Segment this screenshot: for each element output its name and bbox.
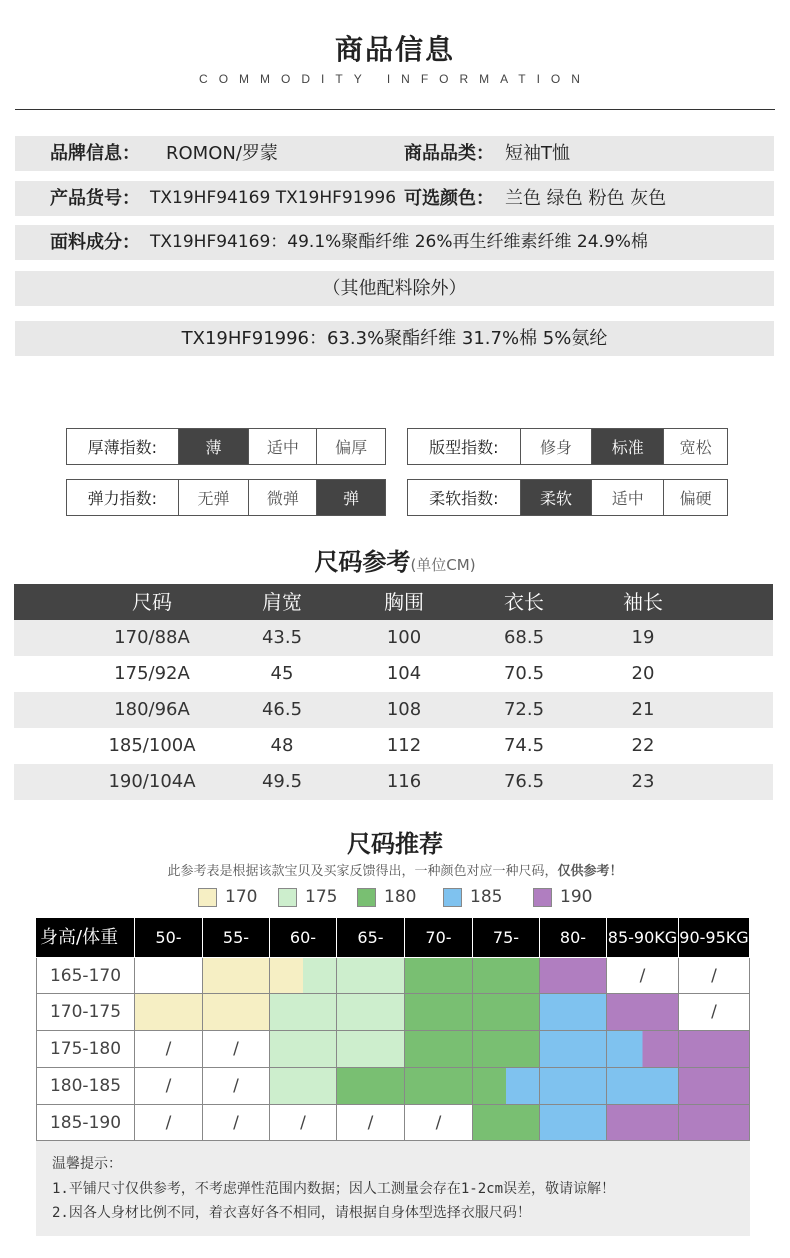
grid-cell-na: / <box>679 994 750 1031</box>
legend-label: 180 <box>384 887 417 907</box>
grid-cell-split <box>607 1031 679 1068</box>
legend-swatch <box>198 888 217 907</box>
height-label: 170-175 <box>36 994 135 1031</box>
size-cell: 76.5 <box>503 771 545 792</box>
grid-cell <box>607 1105 679 1141</box>
index-option: 偏厚 <box>316 429 385 464</box>
weight-header: 70- <box>405 918 473 958</box>
legend-label: 190 <box>560 887 593 907</box>
index-option: 微弹 <box>248 480 316 515</box>
fabric-note: （其他配料除外） <box>322 278 467 299</box>
weight-header: 50- <box>135 918 203 958</box>
info-row-fabric2 <box>15 321 774 356</box>
fabric-value-2: TX19HF91996：63.3%聚酯纤维 31.7%棉 5%氨纶 <box>181 328 608 349</box>
color-value: 兰色 绿色 粉色 灰色 <box>505 188 667 209</box>
size-table-row <box>14 764 773 800</box>
legend-item <box>278 886 337 908</box>
legend-swatch <box>443 888 462 907</box>
size-cell: 116 <box>386 771 422 792</box>
grid-cell <box>679 1105 750 1141</box>
height-label: 180-185 <box>36 1068 135 1105</box>
grid-cell <box>203 958 270 994</box>
size-cell: 100 <box>386 627 422 648</box>
tips-line-1: 1.平铺尺寸仅供参考，不考虑弹性范围内数据；因人工测量会存在1-2cm误差，敬请谅解！ <box>52 1181 615 1197</box>
index-option: 标准 <box>591 429 663 464</box>
legend-item <box>198 886 257 908</box>
size-cell: 74.5 <box>503 735 545 756</box>
size-cell: 72.5 <box>503 699 545 720</box>
size-cell: 112 <box>386 735 422 756</box>
fit-index <box>407 428 728 465</box>
recommend-grid <box>36 918 750 1141</box>
recommend-subtitle-text: 此参考表是根据该款宝贝及买家反馈得出，一种颜色对应一种尺码， <box>167 864 558 879</box>
grid-cell <box>337 958 405 994</box>
category-value: 短袖T恤 <box>505 143 570 164</box>
grid-cell <box>135 958 203 994</box>
weight-header: 55- <box>203 918 270 958</box>
info-row-brand <box>15 136 774 171</box>
legend-swatch <box>533 888 552 907</box>
recommend-title: 尺码推荐 <box>347 830 443 858</box>
fabric-value: TX19HF94169：49.1%聚酯纤维 26%再生纤维素纤维 24.9%棉 <box>150 232 648 252</box>
grid-cell <box>679 1031 750 1068</box>
grid-cell <box>473 1031 540 1068</box>
info-row-note <box>15 271 774 306</box>
size-cell: 胸围 <box>384 590 424 614</box>
tips-line-2: 2.因各人身材比例不同，着衣喜好各不相同，请根据自身体型选择衣服尺码！ <box>52 1205 531 1221</box>
size-cell: 70.5 <box>503 663 545 684</box>
grid-cell-na: / <box>203 1068 270 1105</box>
weight-header: 65- <box>337 918 405 958</box>
legend-label: 185 <box>470 887 503 907</box>
grid-cell <box>337 1031 405 1068</box>
legend-label: 175 <box>305 887 338 907</box>
grid-cell <box>405 994 473 1031</box>
softness-index <box>407 479 728 516</box>
size-cell: 尺码 <box>132 590 172 614</box>
index-label: 版型指数: <box>429 438 499 457</box>
grid-cell-na: / <box>270 1105 337 1141</box>
size-cell: 21 <box>631 699 655 720</box>
size-cell: 20 <box>631 663 655 684</box>
grid-cell-na: / <box>135 1068 203 1105</box>
index-option: 薄 <box>178 429 249 464</box>
category-label: 商品品类： <box>404 143 494 164</box>
sku-label: 产品货号： <box>50 188 140 209</box>
page-subtitle: COMMODITY INFORMATION <box>199 72 591 86</box>
brand-label: 品牌信息： <box>50 143 140 164</box>
size-cell: 19 <box>631 627 655 648</box>
size-cell: 48 <box>270 735 294 756</box>
legend-swatch <box>278 888 297 907</box>
grid-cell <box>203 994 270 1031</box>
size-cell: 23 <box>631 771 655 792</box>
legend-label: 170 <box>225 887 258 907</box>
grid-cell <box>607 994 679 1031</box>
page-title: 商品信息 <box>334 33 455 66</box>
size-ref-title-wrap <box>0 542 790 577</box>
height-label: 185-190 <box>36 1105 135 1141</box>
weight-header: 60- <box>270 918 337 958</box>
size-cell: 170/88A <box>114 627 190 648</box>
index-option: 适中 <box>248 429 316 464</box>
size-cell: 衣长 <box>504 590 544 614</box>
size-cell: 180/96A <box>114 699 190 720</box>
size-ref-unit: (单位CM) <box>410 556 476 574</box>
index-option: 宽松 <box>663 429 727 464</box>
grid-cell <box>540 1105 607 1141</box>
index-option: 偏硬 <box>663 480 727 515</box>
grid-cell <box>405 1068 473 1105</box>
size-cell: 43.5 <box>261 627 303 648</box>
size-cell: 108 <box>386 699 422 720</box>
index-label: 厚薄指数: <box>87 438 158 457</box>
grid-cell-na: / <box>203 1031 270 1068</box>
info-row-fabric <box>15 225 774 260</box>
grid-cell <box>679 1068 750 1105</box>
index-option: 修身 <box>520 429 592 464</box>
size-table-row <box>14 692 773 728</box>
grid-cell-na: / <box>679 958 750 994</box>
grid-cell <box>337 1068 405 1105</box>
grid-cell-na: / <box>405 1105 473 1141</box>
divider <box>15 109 775 110</box>
index-option: 适中 <box>591 480 663 515</box>
weight-header: 75- <box>473 918 540 958</box>
size-table-row <box>14 656 773 692</box>
grid-cell <box>540 994 607 1031</box>
size-cell: 22 <box>631 735 655 756</box>
size-cell: 175/92A <box>114 663 190 684</box>
height-label: 165-170 <box>36 958 135 994</box>
recommend-subtitle-bold: 仅供参考！ <box>557 864 623 879</box>
weight-header: 80- <box>540 918 607 958</box>
elasticity-index <box>66 479 386 516</box>
grid-cell-split <box>270 958 337 994</box>
weight-header: 85-90KG <box>607 918 679 958</box>
index-label: 柔软指数: <box>429 489 499 508</box>
brand-value: ROMON/罗蒙 <box>166 143 278 164</box>
size-ref-title: 尺码参考 <box>314 548 411 576</box>
grid-cell <box>405 1031 473 1068</box>
size-table-row <box>14 728 773 764</box>
fabric-label: 面料成分： <box>50 232 140 253</box>
size-cell: 104 <box>386 663 422 684</box>
grid-cell <box>540 958 607 994</box>
grid-cell <box>270 1068 337 1105</box>
index-option: 无弹 <box>178 480 249 515</box>
size-cell: 49.5 <box>261 771 303 792</box>
grid-cell <box>607 1068 679 1105</box>
grid-cell <box>337 994 405 1031</box>
size-cell: 肩宽 <box>262 590 302 614</box>
size-cell: 185/100A <box>108 735 196 756</box>
grid-cell-na: / <box>135 1105 203 1141</box>
size-table-row <box>14 620 773 656</box>
index-label: 弹力指数: <box>87 489 158 508</box>
grid-cell-na: / <box>607 958 679 994</box>
grid-cell <box>473 994 540 1031</box>
grid-cell-na: / <box>135 1031 203 1068</box>
legend-swatch <box>357 888 376 907</box>
info-row-sku <box>15 181 774 216</box>
tips-box <box>36 1141 750 1236</box>
grid-corner-header: 身高/体重 <box>36 918 135 958</box>
color-label: 可选颜色： <box>404 188 494 209</box>
size-cell: 68.5 <box>503 627 545 648</box>
index-option: 弹 <box>316 480 385 515</box>
size-cell: 46.5 <box>261 699 303 720</box>
height-label: 175-180 <box>36 1031 135 1068</box>
grid-cell <box>270 1031 337 1068</box>
index-option: 柔软 <box>520 480 592 515</box>
size-table-header <box>14 584 773 620</box>
grid-cell <box>540 1031 607 1068</box>
size-legend <box>0 886 790 908</box>
legend-item <box>533 886 592 908</box>
legend-item <box>357 886 416 908</box>
tips-title: 温馨提示： <box>52 1156 122 1172</box>
grid-cell-na: / <box>337 1105 405 1141</box>
recommend-subtitle <box>0 860 790 879</box>
size-reference-table <box>14 584 773 800</box>
size-cell: 190/104A <box>108 771 196 792</box>
grid-cell <box>270 994 337 1031</box>
grid-cell <box>473 1105 540 1141</box>
sku-value: TX19HF94169 TX19HF91996 <box>150 188 397 208</box>
grid-cell <box>473 958 540 994</box>
size-cell: 袖长 <box>623 590 663 614</box>
weight-header: 90-95KG <box>679 918 750 958</box>
thickness-index <box>66 428 386 465</box>
size-cell: 45 <box>270 663 294 684</box>
grid-cell <box>135 994 203 1031</box>
grid-cell <box>405 958 473 994</box>
grid-cell-na: / <box>203 1105 270 1141</box>
grid-cell-split <box>473 1068 540 1105</box>
legend-item <box>443 886 502 908</box>
grid-cell <box>540 1068 607 1105</box>
